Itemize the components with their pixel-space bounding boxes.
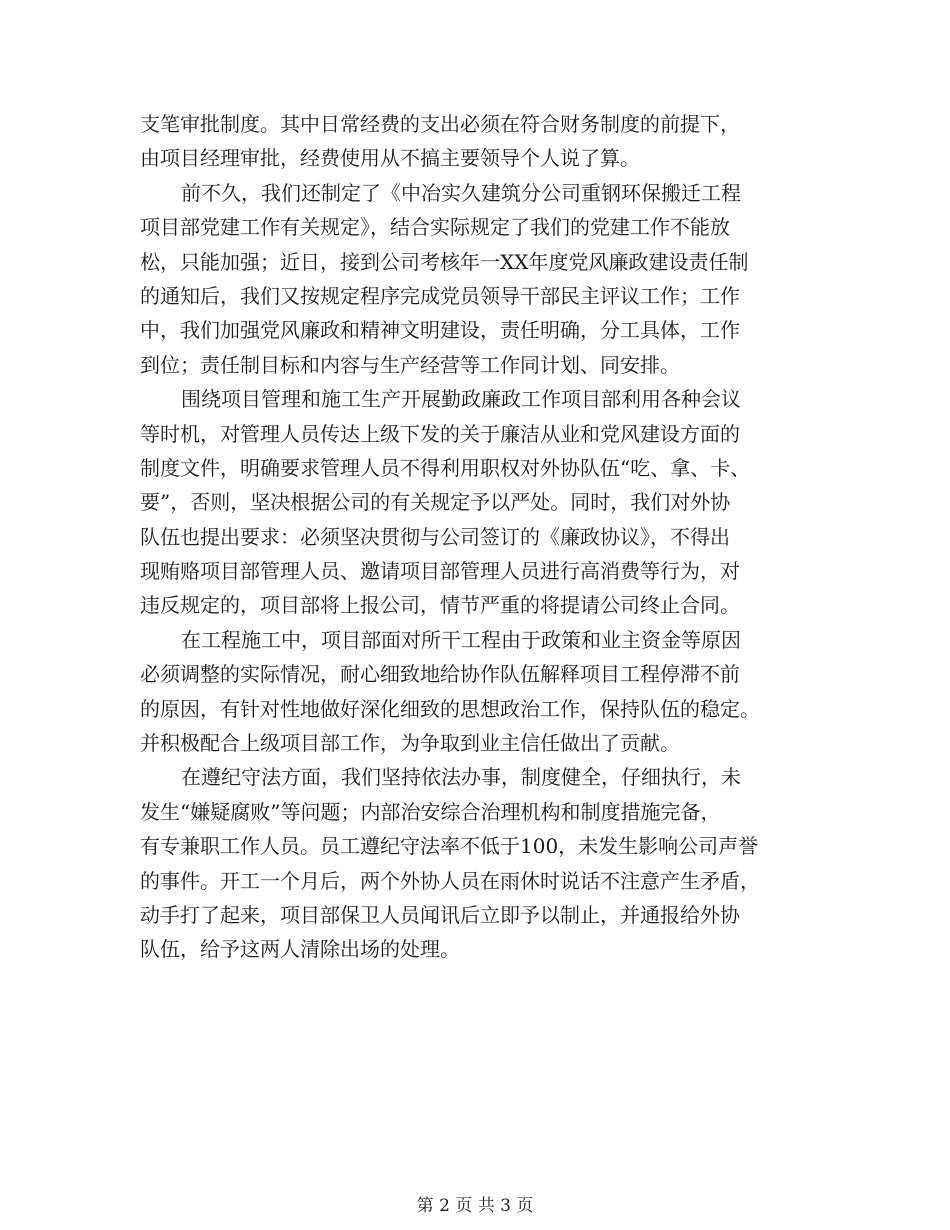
document-body [140,107,815,967]
text-line: 并积极配合上级项目部工作，为争取到业主信任做出了贡献。 [140,731,680,756]
page-footer: 第 2 页 共 3 页 [416,1196,534,1216]
text-line: 支笔审批制度。其中日常经费的支出必须在符合财务制度的前提下， [140,112,740,136]
text-line: 松，只能加强；近日，接到公司考核年一XX年度党风廉政建设责任制 [140,249,749,274]
text-line: 必须调整的实际情况，耐心细致地给协作队伍解释项目工程停滞不前 [140,662,740,687]
text-line: 队伍，给予这两人清除出场的处理。 [140,937,460,962]
text-line: 违反规定的，项目部将上报公司，情节严重的将提请公司终止合同。 [140,593,740,618]
text-line: 到位；责任制目标和内容与生产经营等工作同计划、同安排。 [140,352,680,377]
text-line: 有专兼职工作人员。员工遵纪守法率不低于100，未发生影响公司声誉 [140,834,759,859]
paragraph-first-line: 在工程施工中，项目部面对所干工程由于政策和业主资金等原因 [181,627,741,652]
text-line: 制度文件，明确要求管理人员不得利用职权对外协队伍“吃、拿、卡、 [140,455,751,480]
text-line: 的原因，有针对性地做好深化细致的思想政治工作，保持队伍的稳定。 [140,696,760,721]
text-line: 的通知后，我们又按规定程序完成党员领导干部民主评议工作；工作 [140,283,740,308]
text-line: 队伍也提出要求：必须坚决贯彻与公司签订的《廉政协议》，不得出 [140,524,730,549]
paragraph-first-line: 围绕项目管理和施工生产开展勤政廉政工作项目部利用各种会议 [181,387,741,412]
text-line: 要”，否则，坚决根据公司的有关规定予以严处。同时，我们对外协 [140,490,731,515]
paragraph-first-line: 前不久，我们还制定了《中冶实久建筑分公司重钢环保搬迁工程 [181,180,741,205]
text-line: 发生“嫌疑腐败”等问题；内部治安综合治理机构和制度措施完备， [140,799,721,824]
text-line: 中，我们加强党风廉政和精神文明建设，责任明确，分工具体，工作 [140,318,740,343]
text-line: 动手打了起来，项目部保卫人员闻讯后立即予以制止，并通报给外协 [140,902,740,927]
text-line: 现贿赂项目部管理人员、邀请项目部管理人员进行高消费等行为，对 [140,559,740,584]
paragraph-first-line: 在遵纪守法方面，我们坚持依法办事，制度健全，仔细执行，未 [181,765,741,790]
text-line: 的事件。开工一个月后，两个外协人员在雨休时说话不注意产生矛盾， [140,868,760,893]
text-line: 由项目经理审批，经费使用从不搞主要领导个人说了算。 [140,146,640,171]
text-line: 项目部党建工作有关规定》，结合实际规定了我们的党建工作不能放 [140,215,730,240]
text-line: 等时机，对管理人员传达上级下发的关于廉洁从业和党风建设方面的 [140,421,740,446]
